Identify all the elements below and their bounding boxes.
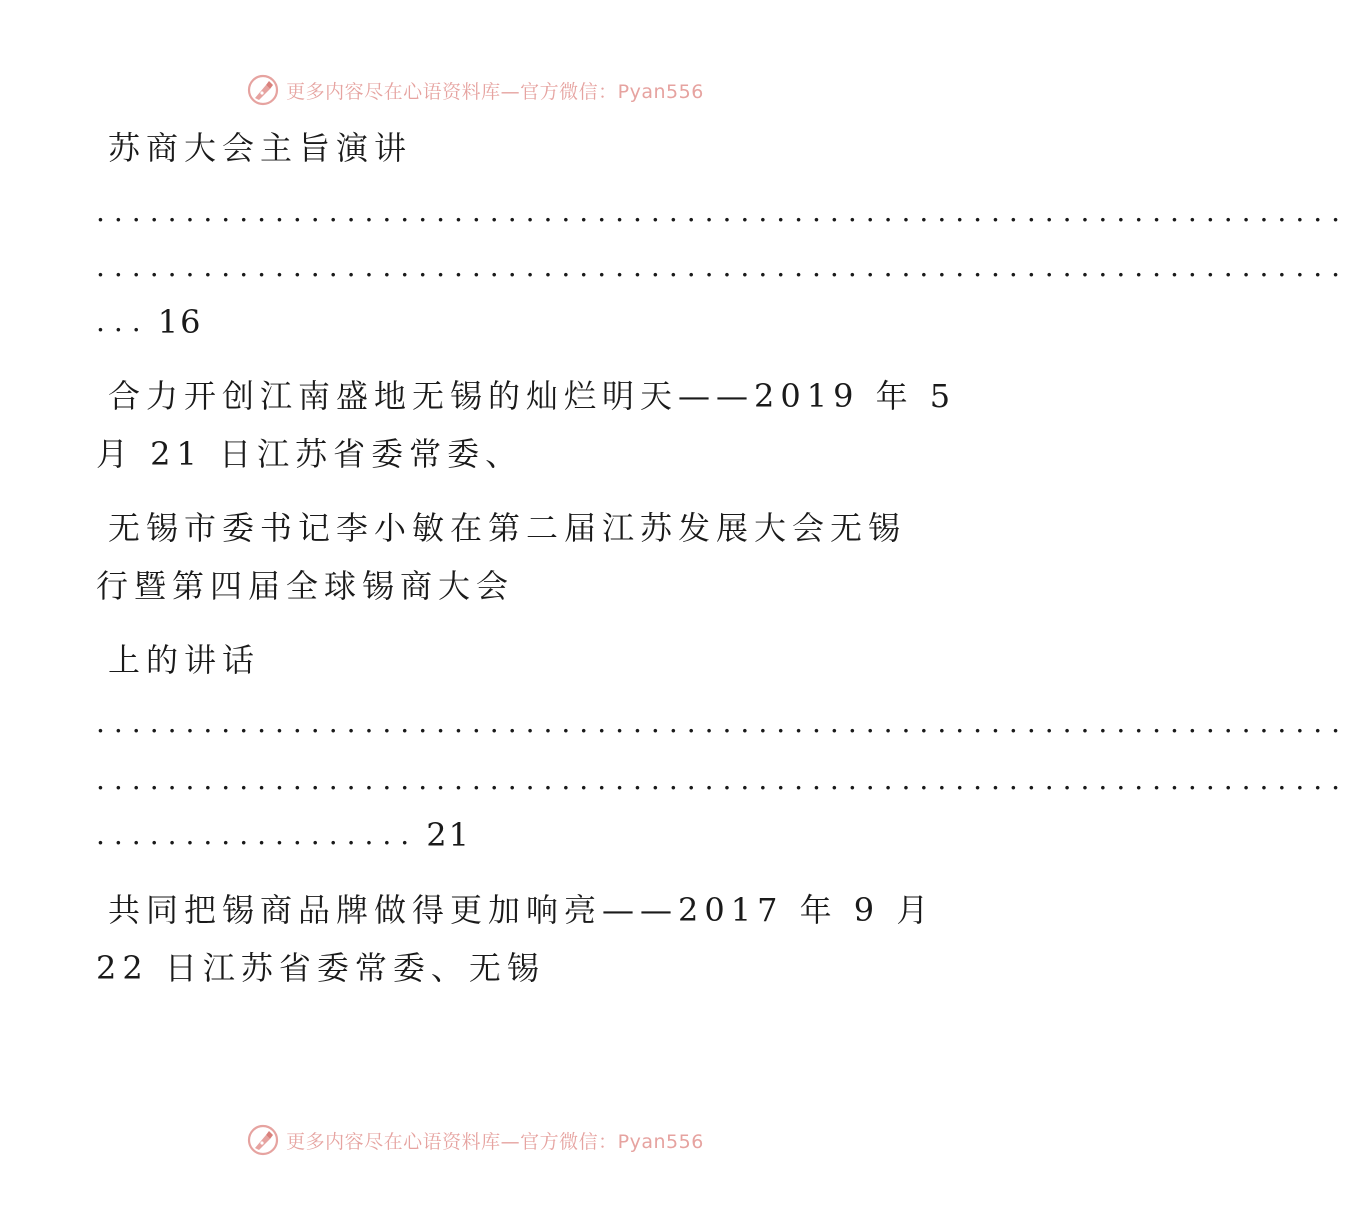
watermark-footer — [0, 1120, 950, 1160]
toc-entry-title: 上的讲话 — [108, 641, 261, 679]
watermark-text: 更多内容尽在心语资料库—官方微信：Pyan556 — [286, 1130, 704, 1153]
toc-page-number: 21 — [426, 816, 471, 854]
toc-entry-title: 月 21 日江苏省委常委、 — [96, 435, 524, 473]
dot-leader: ...................................................................... — [96, 250, 1349, 283]
watermark-text: 更多内容尽在心语资料库—官方微信：Pyan556 — [286, 80, 704, 103]
toc-entry-page-row — [96, 302, 202, 342]
dot-leader: ...................................................................... — [96, 763, 1349, 796]
dot-leader: .................. — [96, 818, 419, 851]
watermark-header — [0, 70, 950, 110]
dot-leader: ... — [96, 305, 150, 338]
toc-entry-title: 苏商大会主旨演讲 — [108, 129, 413, 167]
pen-nib-icon — [246, 73, 280, 107]
dot-leader: ...................................................................... — [96, 706, 1349, 739]
toc-entry-title: 行暨第四届全球锡商大会 — [96, 567, 515, 605]
toc-entry-title: 共同把锡商品牌做得更加响亮——2017 年 9 月 — [108, 891, 935, 929]
dot-leader: ...................................................................... — [96, 195, 1349, 228]
toc-entry-title: 22 日江苏省委常委、无锡 — [96, 949, 545, 987]
toc-entry-title: 合力开创江南盛地无锡的灿烂明天——2019 年 5 — [108, 377, 957, 415]
toc-entry-title: 无锡市委书记李小敏在第二届江苏发展大会无锡 — [108, 509, 907, 547]
pen-nib-icon — [246, 1123, 280, 1157]
toc-entry-page-row — [96, 815, 471, 855]
toc-page-number: 16 — [157, 303, 203, 341]
